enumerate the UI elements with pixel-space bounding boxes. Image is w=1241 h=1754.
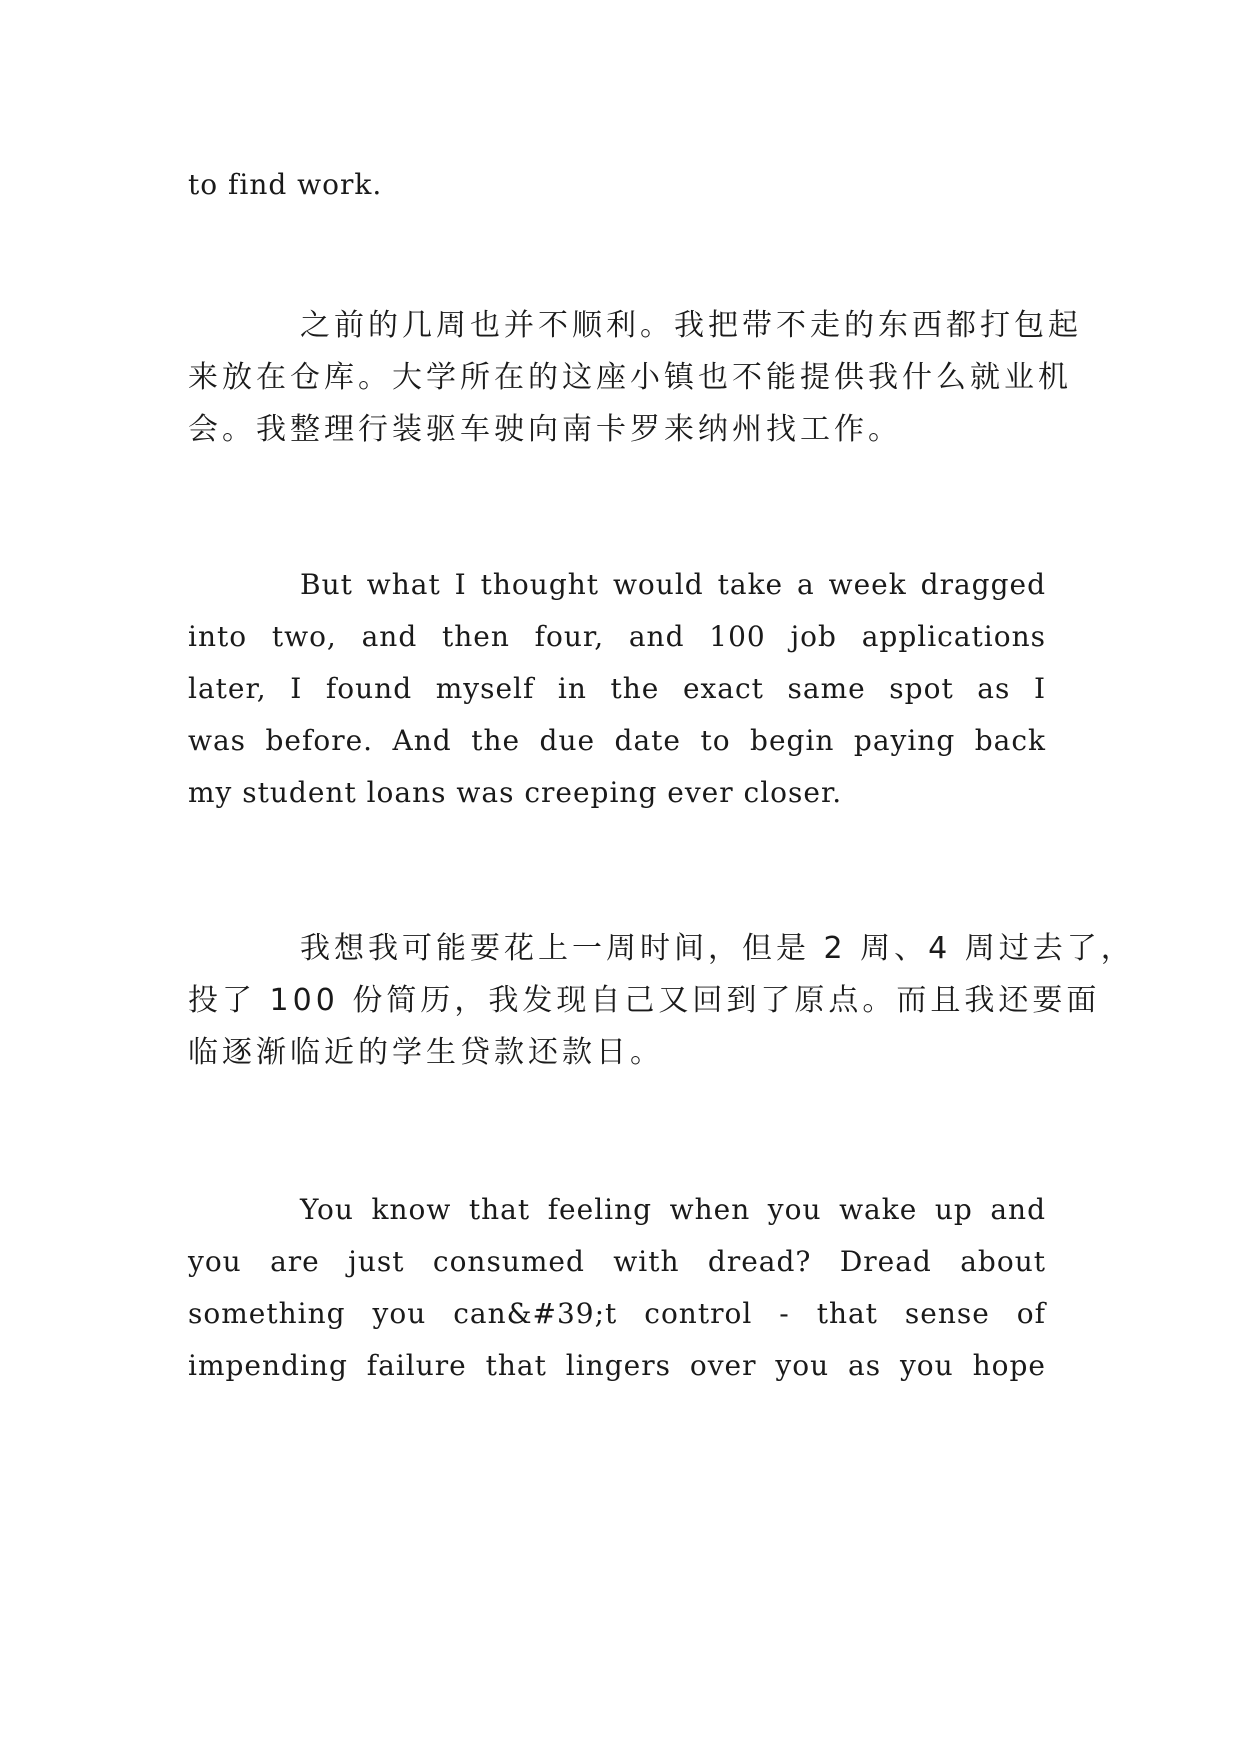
paragraph-line: impending failure that lingers over you as you hope xyxy=(188,1349,1046,1382)
paragraph-line: my student loans was creeping ever closer. xyxy=(188,776,843,809)
paragraph-line: was before. And the due date to begin paying back xyxy=(188,724,1046,757)
paragraph-line: 我想我可能要花上一周时间，但是 2 周、4 周过去了， xyxy=(300,931,1135,966)
paragraph-line: 临逐渐临近的学生贷款还款日。 xyxy=(188,1035,664,1070)
paragraph-line: to find work. xyxy=(188,168,383,201)
paragraph-line: 来放在仓库。大学所在的这座小镇也不能提供我什么就业机 xyxy=(188,360,1072,395)
paragraph-line: 之前的几周也并不顺利。我把带不走的东西都打包起 xyxy=(300,308,1082,343)
paragraph-line: later, I found myself in the exact same spot as I xyxy=(188,672,1046,705)
paragraph-line: You know that feeling when you wake up and xyxy=(300,1193,1046,1226)
paragraph-line: you are just consumed with dread? Dread about xyxy=(188,1245,1046,1278)
paragraph-line: into two, and then four, and 100 job applications xyxy=(188,620,1046,653)
paragraph-line: something you can&#39;t control - that sense of xyxy=(188,1297,1046,1330)
paragraph-line: 投了 100 份简历，我发现自己又回到了原点。而且我还要面 xyxy=(188,983,1101,1018)
paragraph-line: But what I thought would take a week dragged xyxy=(300,568,1046,601)
paragraph-line: 会。我整理行装驱车驶向南卡罗来纳州找工作。 xyxy=(188,412,902,447)
